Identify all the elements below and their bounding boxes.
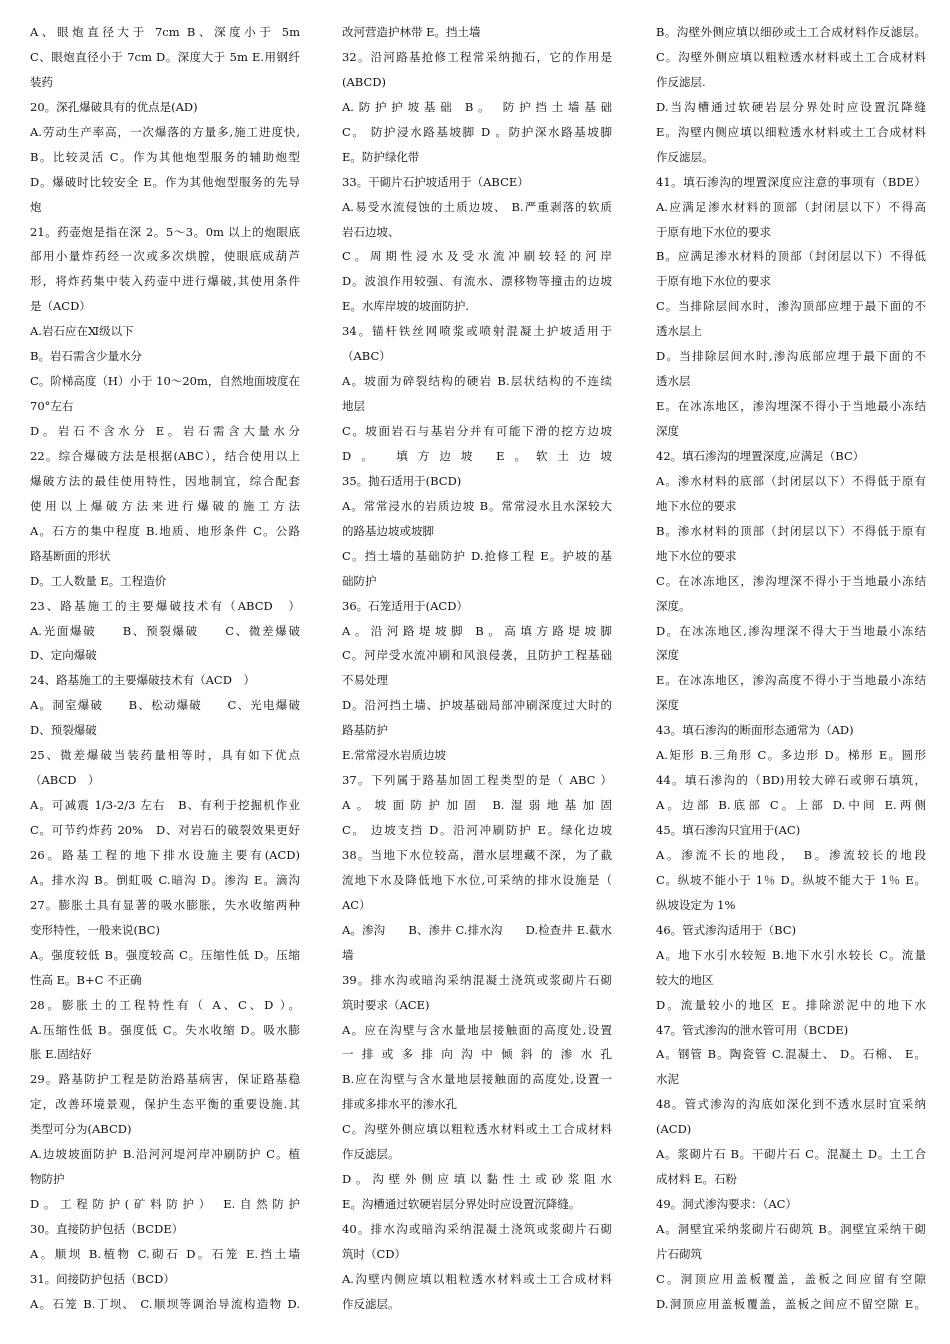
text-line: 形，将炸药集中装入药壶中进行爆破,其使用条件 (30, 274, 300, 289)
text-line: 于原有地下水位的要求 (656, 224, 771, 239)
text-line: 流地下水及降低地下水位,可采纳的排水设施是（ (342, 872, 612, 887)
text-line: 43。填石渗沟的断面形态通常为（AD) (656, 723, 854, 738)
text-column-left (30, 20, 300, 1317)
text-line: 改河营造护林带 E。挡土墙 (342, 25, 481, 39)
text-line: 作反滤层. (656, 74, 706, 89)
text-line: A.易受水流侵蚀的土质边坡、 B.严重剥落的软质 (342, 199, 612, 214)
text-line: 49。洞式渗沟要求：（AC） (656, 1197, 797, 1212)
text-line: B。岩石需含少量水分 (30, 349, 142, 364)
text-line: A.岩石应在Ⅺ级以下 (30, 324, 134, 339)
text-line: A。浆砌片石 B。干砌片石 C。混凝土 D。土工合 (656, 1147, 926, 1162)
text-line: A。渗流不长的地段， B。渗流较长的地段 (656, 847, 926, 862)
text-line: B。应满足渗水材料的顶部（封闭层以下）不得低 (656, 249, 926, 264)
text-line: 38。当地下水位较高，潜水层埋藏不深，为了截 (342, 847, 612, 862)
text-line: D。在冰冻地区,渗沟埋深不得大于当地最小冻结 (656, 623, 926, 638)
text-line: B。沟壁外侧应填以细砂或土工合成材料作反滤层。 (656, 25, 926, 39)
text-line: 性高 E。B+C 不正确 (30, 972, 142, 987)
text-line: AC） (342, 897, 371, 912)
text-line: A.劳动生产率高，一次爆落的方量多,施工进度快, (30, 124, 300, 139)
text-line: 40。排水沟或暗沟采纳混凝土浇筑或浆砌片石砌 (342, 1222, 612, 1236)
text-line: 筑时要求（ACE) (342, 997, 430, 1012)
text-line: 34。锚杆铁丝网喷浆或喷射混凝土护坡适用于 (342, 324, 612, 339)
text-line: A。沿河路堤坡脚 B。高填方路堤坡脚 (342, 623, 612, 638)
text-line: 深度 (656, 698, 679, 713)
text-line: 路基防护 (342, 723, 388, 738)
text-line: 32。沿河路基抢修工程常采纳抛石，它的作用是 (342, 49, 612, 64)
text-line: A.光面爆破 B、预裂爆破 C、微差爆破 (30, 623, 300, 638)
text-line: 作反滤层。 (656, 149, 714, 164)
text-line: A。坡面防护加固 B.湿弱地基加固 (342, 798, 612, 813)
text-line: 变形特性，一般来说(BC) (30, 922, 160, 937)
text-line: D。工人数量 E。工程造价 (30, 573, 167, 588)
text-line: C。纵坡不能小于 1％ D。纵坡不能大于 1％ E。 (656, 872, 926, 887)
text-line: D。岩石不含水分 E。岩石需含大量水分 (30, 424, 300, 438)
text-line: C、眼炮直径小于 7cm D。深度大于 5m E.用钢纤 (30, 49, 300, 64)
text-line: C。 边坡支挡 D。沿河冲刷防护 E。绿化边坡 (342, 823, 612, 837)
text-line: 22。综合爆破方法是根据(ABC），结合使用以上 (30, 448, 300, 463)
text-line: C。周期性浸水及受水流冲刷较轻的河岸 (342, 249, 612, 264)
text-line: D。沿河挡土墙、护坡基础局部冲刷深度过大时的 (342, 698, 612, 713)
text-line: E。在冰冻地区，渗沟埋深不得小于当地最小冻结 (656, 399, 926, 414)
text-line: 46。管式渗沟适用于（BC) (656, 922, 797, 937)
text-line: D。当排除层间水时,渗沟底部应埋于最下面的不 (656, 349, 926, 364)
text-line: 33。干砌片石护坡适用于（ABCE） (342, 174, 529, 189)
text-line: A.防护护坡基础 B。 防护挡土墙基础 (342, 99, 612, 114)
text-line: D。沟壁外侧应填以黏性土或砂浆阻水 (342, 1172, 612, 1187)
text-line: 一排或多排向沟中倾斜的渗水孔 (342, 1047, 612, 1062)
text-line: E。防护绿化带 (342, 149, 420, 164)
text-line: A.边坡坡面防护 B.沿河河堤河岸冲刷防护 C。植 (30, 1147, 300, 1162)
text-line: E。水库岸坡的坡面防护. (342, 299, 470, 314)
text-line: 47。管式渗沟的泄水管可用（BCDE) (656, 1022, 849, 1037)
text-line: 础防护 (342, 573, 377, 588)
text-line: 地下水位的要求 (656, 548, 737, 563)
text-line: A.应满足渗水材料的顶部（封闭层以下）不得高 (656, 199, 926, 214)
text-line: A。洞室爆破 B、松动爆破 C、光电爆破 (30, 698, 300, 713)
text-line: 透水层 (656, 374, 691, 389)
text-line: 排或多排水平的渗水孔 (342, 1097, 457, 1112)
text-line: 片石砌筑 (656, 1246, 702, 1261)
text-line: （ABC） (342, 349, 391, 364)
text-line: 30。直接防护包括（BCDE） (30, 1222, 184, 1236)
text-line: B.应在沟壁与含水量地层接触面的高度处,设置一 (342, 1072, 612, 1087)
text-line: 28。膨胀土的工程特性有（ A、C、D ）。 (30, 997, 300, 1012)
text-line: 装药 (30, 74, 53, 89)
text-line: D.洞顶应用盖板覆盖，盖板之间应不留空隙 E。 (656, 1296, 926, 1311)
text-line: A。洞壁宜采纳浆砌片石砌筑 B。洞壁宜采纳干砌 (656, 1222, 926, 1236)
text-line: 深度。 (656, 598, 691, 613)
text-line: 42。填石渗沟的埋置深度,应满足（BC） (656, 448, 865, 463)
text-line: 深度 (656, 424, 679, 438)
text-line: 35。抛石适用于(BCD) (342, 473, 462, 488)
text-line: A。可减震 1/3-2/3 左右 B、有利于挖掘机作业 (30, 798, 300, 813)
text-column-middle (342, 20, 612, 1317)
text-line: 作反滤层。 (342, 1296, 400, 1311)
text-line: 水泥 (656, 1072, 679, 1087)
text-line: D。 填方边坡 E。软土边坡 (342, 448, 612, 463)
text-line: 的路基边坡或坡脚 (342, 523, 434, 538)
text-line: A。常常浸水的岩质边坡 B。常常浸水且水深较大 (342, 498, 612, 513)
text-line: 墙 (342, 947, 354, 962)
text-line: 使用以上爆破方法来进行爆破的施工方法 (30, 498, 300, 513)
text-line: D。波浪作用较强、有流水、漂移物等撞击的边坡 (342, 274, 612, 289)
text-line: A。应在沟壁与含水量地层接触面的高度处,设置 (342, 1022, 612, 1037)
text-line: A。强度较低 B。强度较高 C。压缩性低 D。压缩 (30, 947, 300, 962)
text-line: D。流量较小的地区 E。排除淤泥中的地下水 (656, 997, 926, 1012)
text-line: 筑时（CD） (342, 1246, 407, 1261)
text-line: 20。深孔爆破具有的优点是(AD) (30, 99, 198, 114)
text-line: D、定向爆破 (30, 648, 97, 663)
text-line: (ABCD) (342, 74, 386, 89)
text-line: E.常常浸水岩质边坡 (342, 748, 447, 763)
text-line: 部用小量炸药经一次或多次烘膛，使眼底成葫芦 (30, 249, 300, 264)
text-line: 23、路基施工的主要爆破技术有（ABCD ） (30, 598, 300, 613)
text-line: （ABCD ） (30, 773, 100, 788)
text-line: 深度 (656, 648, 679, 663)
text-line: A。渗水材料的底部（封闭层以下）不得低于原有 (656, 473, 926, 488)
text-line: 地下水位的要求 (656, 498, 737, 513)
text-line: 成材料 E。石粉 (656, 1172, 738, 1187)
text-line: C。阶梯高度（H）小于 10～20m，自然地面坡度在 (30, 374, 300, 389)
text-line: A.沟壁内侧应填以粗粒透水材料或土工合成材料 (342, 1271, 612, 1286)
text-line: C。 防护浸水路基坡脚 D 。防护深水路基坡脚 (342, 124, 612, 139)
text-line: 36。石笼适用于(ACD） (342, 598, 468, 613)
text-line: 胀 E.固结好 (30, 1047, 92, 1062)
text-line: 24、路基施工的主要爆破技术有（ACD ） (30, 673, 255, 688)
text-line: A。排水沟 B。倒虹吸 C.暗沟 D。渗沟 E。滴沟 (30, 872, 300, 887)
text-line: C。在冰冻地区，渗沟埋深不得小于当地最小冻结 (656, 573, 926, 588)
text-line: 不易处理 (342, 673, 388, 688)
text-line: (ACD) (656, 1122, 692, 1137)
text-line: C。可节约炸药 20% D、对岩石的破裂效果更好 (30, 823, 300, 837)
text-line: 21。药壶炮是指在深 2。5～3。0m 以上的炮眼底 (30, 224, 300, 239)
text-line: 37。下列属于路基加固工程类型的是（ ABC ） (342, 773, 612, 788)
text-line: 45。填石渗沟只宜用于(AC) (656, 823, 801, 837)
text-line: 39。排水沟或暗沟采纳混凝土浇筑或浆砌片石砌 (342, 972, 612, 987)
text-line: 炮 (30, 199, 42, 214)
text-line: A。石笼 B.丁坝、 C.顺坝等调治导流构造物 D. (30, 1296, 300, 1311)
text-line: A。地下水引水较短 B.地下水引水较长 C。流量 (656, 947, 926, 962)
text-line: B。渗水材料的顶部（封闭层以下）不得低于原有 (656, 523, 926, 538)
text-line: 41。填石渗沟的埋置深度应注意的事项有（BDE） (656, 174, 926, 189)
text-line: E。沟槽通过软硬岩层分界处时应设置沉降缝。 (342, 1197, 581, 1212)
text-line: 较大的地区 (656, 972, 714, 987)
text-line: 透水层上 (656, 324, 702, 339)
text-line: C。沟壁外侧应填以粗粒透水材料或土工合成材料 (342, 1122, 612, 1137)
text-line: 29。路基防护工程是防治路基病害，保证路基稳 (30, 1072, 300, 1087)
text-line: 31。间接防护包括（BCD） (30, 1271, 175, 1286)
text-line: A.矩形 B.三角形 C。多边形 D。梯形 E。圆形 (656, 748, 926, 763)
text-line: 定，改善环境景观，保护生态平衡的重要设施.其 (30, 1097, 300, 1112)
text-line: C。洞顶应用盖板覆盖，盖板之间应留有空隙 (656, 1271, 926, 1286)
text-line: 是（ACD） (30, 299, 91, 314)
text-line: A。顺坝 B.植物 C.砌石 D。石笼 E.挡土墙 (30, 1246, 300, 1261)
text-line: E。在冰冻地区，渗沟高度不得小于当地最小冻结 (656, 673, 926, 688)
text-column-right (656, 20, 926, 1317)
text-line: A。石方的集中程度 B.地质、地形条件 C。公路 (30, 523, 300, 538)
text-line: C。沟壁外侧应填以粗粒透水材料或土工合成材料 (656, 49, 926, 64)
text-line: 44。填石渗沟的（BD)用较大碎石或卵石填筑， (656, 773, 926, 788)
text-line: A。坡面为碎裂结构的硬岩 B.层状结构的不连续 (342, 374, 612, 389)
text-line: 地层 (342, 399, 365, 414)
text-line: 70°左右 (30, 399, 74, 414)
text-line: A。渗沟 B、渗井 C.排水沟 D.检查井 E.截水 (342, 922, 612, 937)
text-line: 岩石边坡、 (342, 224, 400, 239)
text-line: C。挡土墙的基础防护 D.抢修工程 E。护坡的基 (342, 548, 612, 563)
text-line: B。比较灵活 C。作为其他炮型服务的辅助炮型 (30, 149, 300, 164)
text-line: A。边部 B.底部 C。上部 D.中间 E.两侧 (656, 798, 926, 813)
text-line: 物防护 (30, 1172, 65, 1187)
text-line: 类型可分为(ABCD) (30, 1122, 132, 1137)
text-line: E。沟壁内侧应填以细粒透水材料或土工合成材料 (656, 124, 926, 139)
text-line: 48。管式渗沟的沟底如深化到不透水层时宜采纳 (656, 1097, 926, 1112)
text-line: 25、微差爆破当装药量相等时，具有如下优点 (30, 748, 300, 763)
text-line: 爆破方法的最佳使用特性，因地制宜，综合配套 (30, 473, 300, 488)
text-line: 26。路基工程的地下排水设施主要有(ACD) (30, 847, 300, 862)
text-line: 纵坡设定为 1% (656, 897, 736, 912)
text-line: C。河岸受水流冲刷和风浪侵袭，且防护工程基础 (342, 648, 612, 663)
text-line: D。爆破时比较安全 E。作为其他炮型服务的先导 (30, 174, 300, 189)
text-line: C。坡面岩石与基岩分并有可能下滑的挖方边坡 (342, 424, 612, 438)
text-line: 27。膨胀土具有显著的吸水膨胀，失水收缩两种 (30, 897, 300, 912)
text-line: D.当沟槽通过软硬岩层分界处时应设置沉降缝 (656, 99, 926, 114)
text-line: 路基断面的形状 (30, 548, 111, 563)
text-line: 于原有地下水位的要求 (656, 274, 771, 289)
text-line: A。钢管 B。陶瓷管 C.混凝土、 D。石棉、 E。 (656, 1047, 926, 1062)
text-line: A、眼炮直径大于 7cm B、深度小于 5m (30, 25, 300, 39)
text-line: A.压缩性低 B。强度低 C。失水收缩 D。吸水膨 (30, 1022, 300, 1037)
text-line: D、预裂爆破 (30, 723, 97, 738)
text-line: 作反滤层。 (342, 1147, 400, 1162)
text-line: C。当排除层间水时，渗沟顶部应埋于最下面的不 (656, 299, 926, 314)
text-line: D。工程防护(矿料防护） E.自然防护 (30, 1197, 300, 1212)
